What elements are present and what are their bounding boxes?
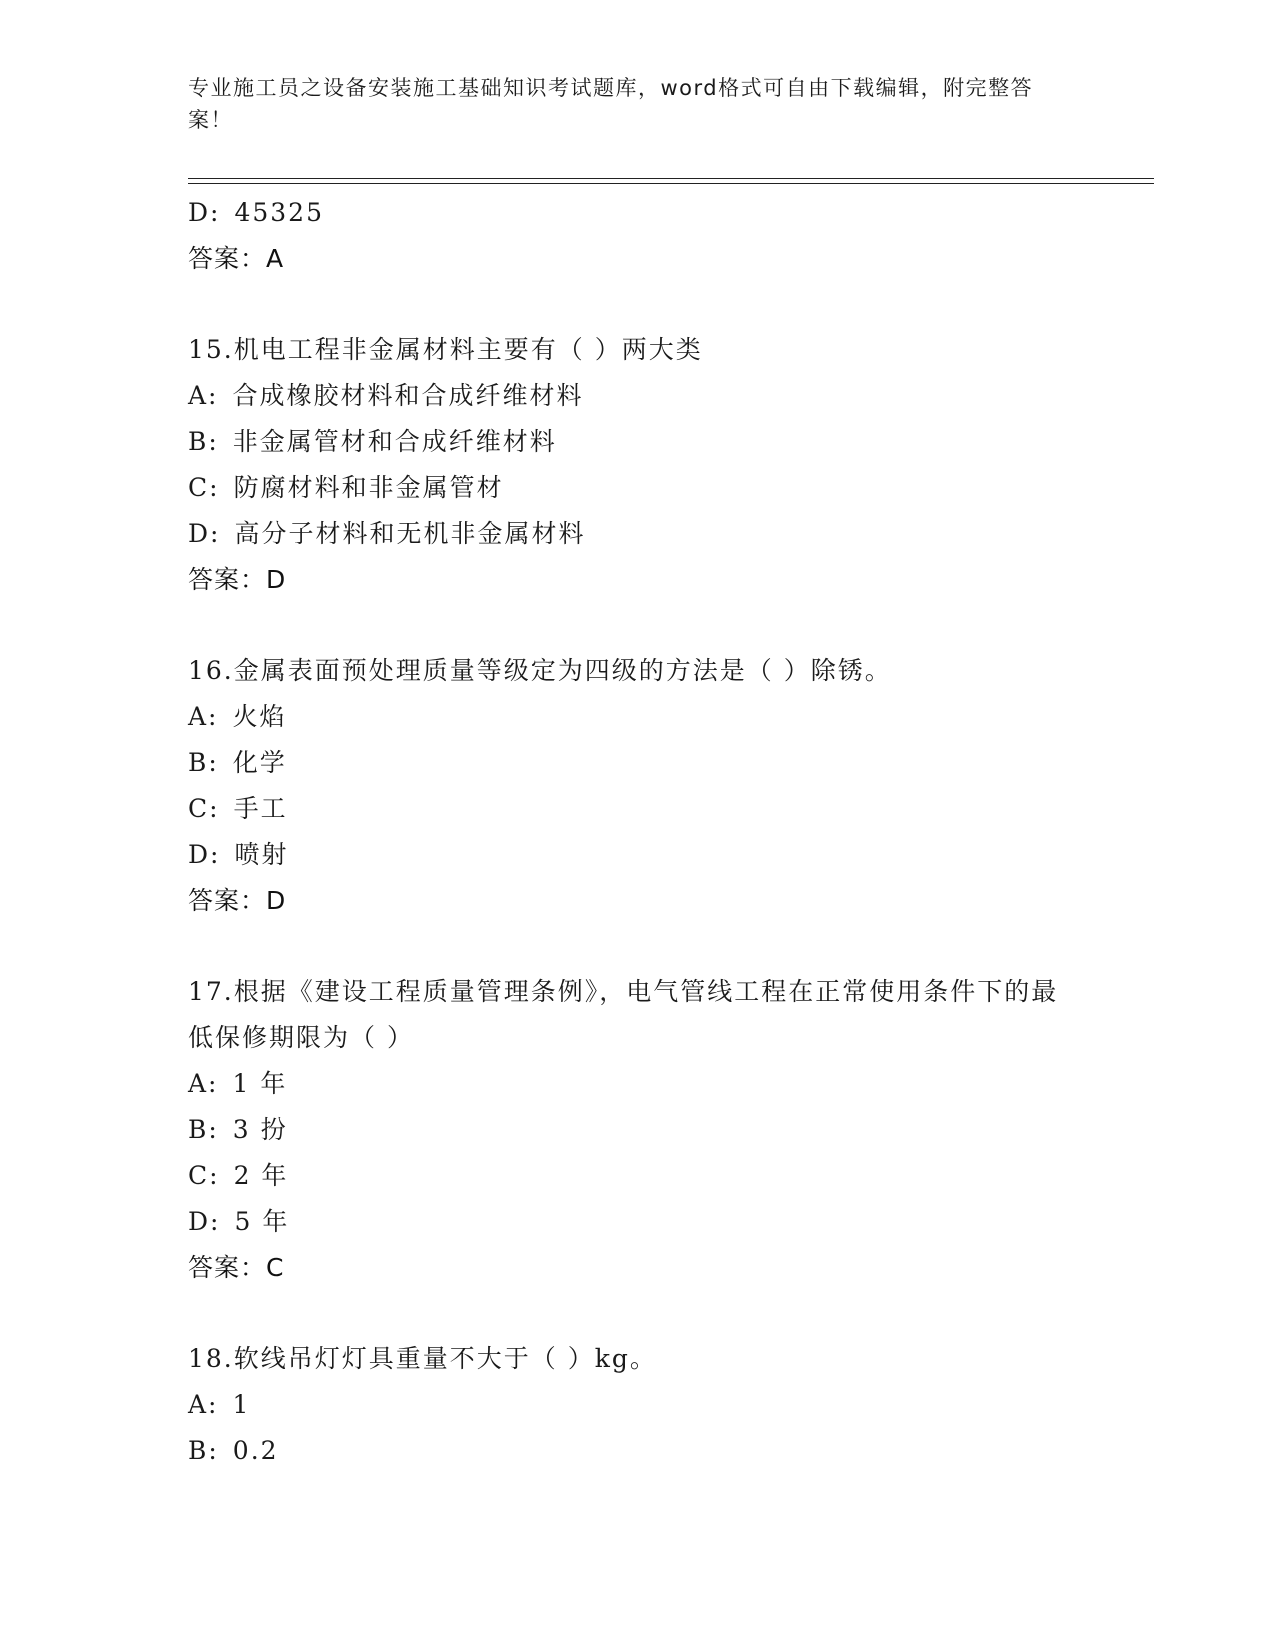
header-divider-bottom xyxy=(188,183,1154,184)
option-row xyxy=(188,1382,1128,1428)
answer-line: 答案：A xyxy=(188,244,285,273)
option-text: 高分子材料和无机非金属材料 xyxy=(234,519,586,548)
option-text: 化学 xyxy=(232,748,287,777)
option-text: 手工 xyxy=(233,794,288,823)
option-letter: C: xyxy=(188,794,220,823)
option-letter: D: xyxy=(188,198,221,227)
option-text: 0.2 xyxy=(232,1436,279,1465)
option-letter: C: xyxy=(188,473,220,502)
option-row xyxy=(188,465,1128,511)
option-letter: D: xyxy=(188,519,221,548)
option-row xyxy=(188,1153,1128,1199)
option-text: 1 xyxy=(232,1390,251,1419)
option-letter: B: xyxy=(188,748,219,777)
answer-line: 答案：C xyxy=(188,1253,285,1282)
option-row xyxy=(188,373,1128,419)
answer-line: 答案：D xyxy=(188,886,287,915)
option-letter: A: xyxy=(188,702,219,731)
option-row xyxy=(188,694,1128,740)
option-row xyxy=(188,1061,1128,1107)
option-letter: A: xyxy=(188,1390,219,1419)
option-row xyxy=(188,511,1128,557)
option-letter: B: xyxy=(188,1115,219,1144)
document-body xyxy=(188,190,1128,1474)
option-text: 火焰 xyxy=(232,702,287,731)
option-letter: C: xyxy=(188,1161,220,1190)
option-row xyxy=(188,786,1128,832)
option-letter: D: xyxy=(188,1207,221,1236)
option-row xyxy=(188,419,1128,465)
question-stem: 17.根据《建设工程质量管理条例》，电气管线工程在正常使用条件下的最低保修期限为（ ） xyxy=(188,977,1059,1052)
option-letter: A: xyxy=(188,381,219,410)
option-letter: D: xyxy=(188,840,221,869)
option-letter: A: xyxy=(188,1069,219,1098)
answer-line: 答案：D xyxy=(188,565,287,594)
option-text: 喷射 xyxy=(234,840,289,869)
option-row xyxy=(188,1199,1128,1245)
option-letter: B: xyxy=(188,1436,219,1465)
option-text: 防腐材料和非金属管材 xyxy=(233,473,504,502)
option-row xyxy=(188,1428,1128,1474)
option-row xyxy=(188,740,1128,786)
option-text: 1 年 xyxy=(232,1069,288,1098)
option-text: 3 扮 xyxy=(232,1115,288,1144)
option-row xyxy=(188,1107,1128,1153)
option-text: 5 年 xyxy=(234,1207,290,1236)
option-text: 45325 xyxy=(234,198,324,227)
header-divider-top xyxy=(188,178,1154,179)
question-stem: 15.机电工程非金属材料主要有（ ）两大类 xyxy=(188,335,703,364)
question-stem: 16.金属表面预处理质量等级定为四级的方法是（ ）除锈。 xyxy=(188,656,892,685)
option-text: 2 年 xyxy=(233,1161,289,1190)
option-row xyxy=(188,832,1128,878)
option-text: 非金属管材和合成纤维材料 xyxy=(232,427,557,456)
option-letter: B: xyxy=(188,427,219,456)
question-stem: 18.软线吊灯灯具重量不大于（ ）kg。 xyxy=(188,1344,657,1373)
option-row xyxy=(188,190,1128,236)
option-text: 合成橡胶材料和合成纤维材料 xyxy=(232,381,584,410)
document-header: 专业施工员之设备安装施工基础知识考试题库，word格式可自由下载编辑，附完整答案！ xyxy=(188,76,1034,132)
